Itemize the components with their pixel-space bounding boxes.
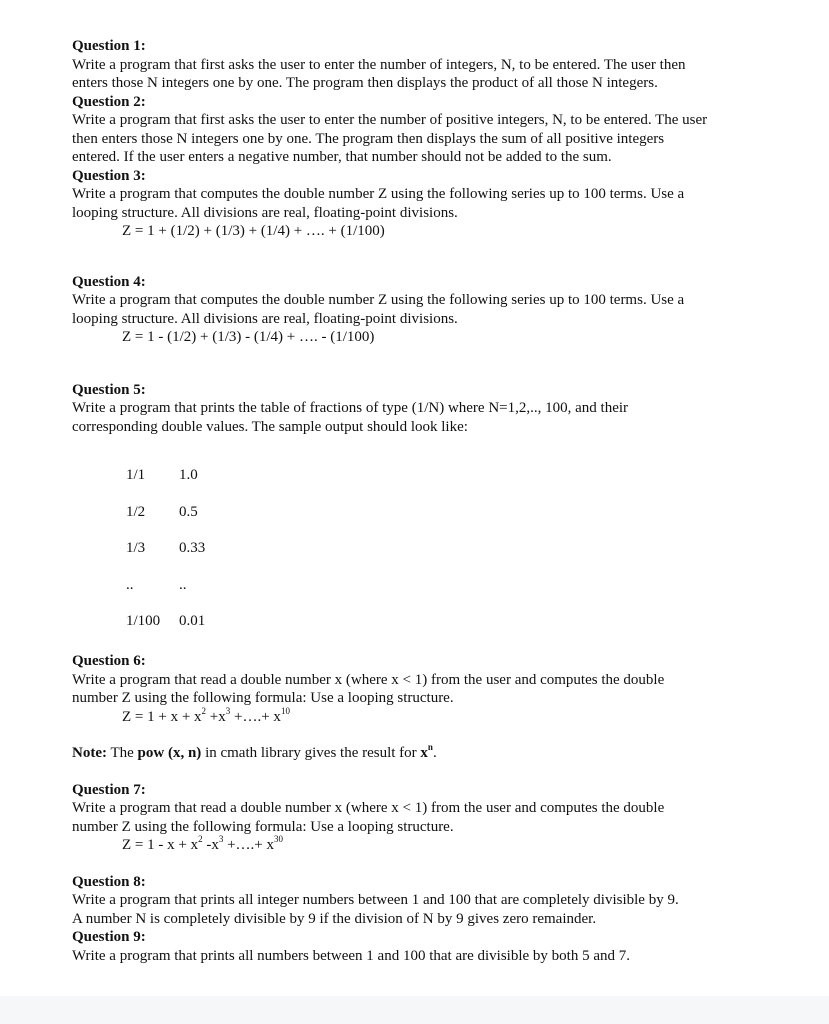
table-row	[126, 503, 772, 521]
fraction-cell: 1/1	[126, 467, 146, 483]
question-line: Write a program that read a double number x (where x < 1) from the user and computes the double	[72, 671, 665, 688]
question-line: corresponding double values. The sample output should look like:	[72, 418, 468, 435]
fraction-cell: 1/2	[126, 503, 146, 520]
pow-note: Note: The pow (x, n) in cmath library gives the result for $x^n$.	[72, 742, 437, 761]
question-line: entered. If the user enters a negative number, that number should not be added to the sum.	[72, 149, 612, 165]
question-line: Write a program that prints all numbers between 1 and 100 that are divisible by both 5 and 7.	[72, 947, 631, 964]
series-formula: Z = 1 + (1/2) + (1/3) + (1/4) + …. + (1/100)	[122, 223, 385, 239]
question-line: looping structure. All divisions are real, floating-point divisions.	[72, 310, 458, 327]
table-row	[126, 612, 772, 630]
value-cell: 0.01	[179, 613, 206, 629]
question-title: Question 5:	[72, 381, 146, 398]
value-cell: 0.5	[179, 503, 198, 520]
fraction-cell: ..	[126, 576, 134, 593]
question-9	[72, 928, 772, 965]
fraction-cell: 1/100	[126, 613, 161, 629]
question-title: Question 1:	[72, 38, 146, 54]
value-cell: ..	[179, 576, 187, 593]
question-5	[72, 381, 772, 631]
question-1	[72, 37, 772, 93]
table-row	[126, 466, 772, 484]
power-series-formula: $Z = 1 + x + x^2 +x^3$ +….+ $x^{10}$	[122, 705, 290, 725]
question-2	[72, 93, 772, 167]
question-title: Question 2:	[72, 93, 146, 110]
question-title: Question 6:	[72, 653, 146, 669]
question-line: Write a program that computes the double number Z using the following series up to 100 terms. Use a	[72, 292, 685, 308]
question-line: Write a program that read a double number x (where x < 1) from the user and computes the double	[72, 800, 665, 816]
question-title: Question 9:	[72, 929, 146, 945]
series-formula: Z = 1 - (1/2) + (1/3) - (1/4) + …. - (1/100)	[122, 329, 375, 345]
question-line: Write a program that first asks the user to enter the number of integers, N, to be entered. The user then	[72, 56, 686, 73]
fraction-cell: 1/3	[126, 540, 146, 556]
page-bottom-margin	[0, 996, 829, 1024]
question-line: number Z using the following formula: Use a looping structure.	[72, 690, 454, 706]
note-label: Note:	[72, 745, 107, 761]
question-line: number Z using the following formula: Use a looping structure.	[72, 818, 454, 835]
power-series-formula: $Z = 1 - x + x^2$ $-x^3$ +….+ $x^{30}$	[122, 834, 283, 853]
question-6	[72, 652, 772, 763]
question-7	[72, 781, 772, 855]
question-line: Write a program that prints the table of fractions of type (1/N) where N=1,2,.., 100, and their	[72, 400, 629, 416]
value-cell: 1.0	[179, 467, 198, 483]
question-line: Write a program that first asks the user to enter the number of positive integers, N, to be entered. The user	[72, 112, 708, 128]
question-8	[72, 873, 772, 929]
question-line: Write a program that computes the double number Z using the following series up to 100 terms. Use a	[72, 186, 685, 202]
question-3	[72, 167, 772, 241]
question-line: enters those N integers one by one. The program then displays the product of all those N integers.	[72, 75, 658, 91]
question-title: Question 8:	[72, 873, 146, 890]
question-line: looping structure. All divisions are real, floating-point divisions.	[72, 204, 458, 221]
table-row	[126, 539, 772, 557]
sample-output-table	[126, 466, 772, 630]
question-4	[72, 273, 772, 347]
document-page	[72, 37, 772, 965]
question-line: A number N is completely divisible by 9 if the division of N by 9 gives zero remainder.	[72, 910, 597, 927]
question-title: Question 4:	[72, 273, 146, 290]
question-line: Write a program that prints all integer numbers between 1 and 100 that are completely divisible by 9.	[72, 892, 679, 908]
value-cell: 0.33	[179, 540, 206, 556]
question-title: Question 7:	[72, 781, 146, 798]
table-row	[126, 576, 772, 594]
question-line: then enters those N integers one by one. The program then displays the sum of all positive integers	[72, 130, 665, 147]
question-title: Question 3:	[72, 167, 146, 184]
